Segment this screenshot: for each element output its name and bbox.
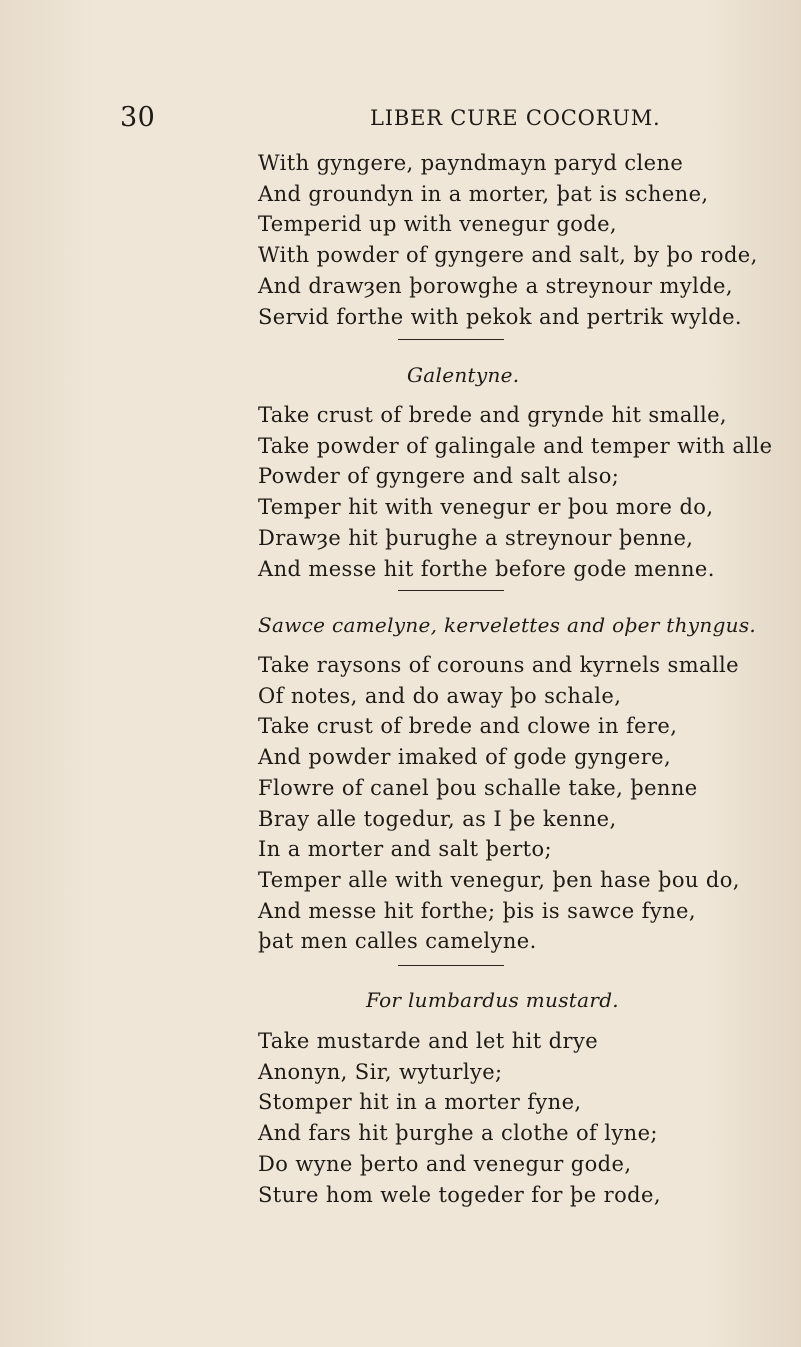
verse-line: Flowre of canel þou schalle take, þenne <box>258 775 698 800</box>
verse-line: And messe hit forthe before gode menne. <box>258 556 715 581</box>
verse-line: And messe hit forthe; þis is sawce fyne, <box>258 898 696 923</box>
galentyne-verse <box>258 400 778 584</box>
verse-line: And fars hit þurghe a clothe of lyne; <box>258 1121 658 1146</box>
page-number: 30 <box>120 102 156 133</box>
verse-line: Bray alle togedur, as I þe kenne, <box>258 806 617 831</box>
verse-line: Drawȝe hit þurughe a streynour þenne, <box>258 525 694 550</box>
section-divider <box>398 965 504 966</box>
section-title-galentyne: Galentyne. <box>407 363 520 387</box>
verse-line: And groundyn in a morter, þat is schene, <box>258 181 709 206</box>
verse-line: Do wyne þerto and venegur gode, <box>258 1151 632 1176</box>
verse-line: Powder of gyngere and salt also; <box>258 464 620 489</box>
verse-line: Take crust of brede and clowe in fere, <box>258 714 678 739</box>
verse-line: And drawȝen þorowghe a streynour mylde, <box>258 273 733 298</box>
verse-line: Sture hom wele togeder for þe rode, <box>258 1182 661 1207</box>
verse-line: Temper hit with venegur er þou more do, <box>258 495 714 520</box>
sawce-camelyne-verse <box>258 650 778 957</box>
page-header <box>0 100 801 136</box>
verse-line: With powder of gyngere and salt, by þo rode, <box>258 243 758 268</box>
verse-line: Temperid up with venegur gode, <box>258 212 617 237</box>
section-title-lumbardus-mustard: For lumbardus mustard. <box>366 988 619 1012</box>
verse-line: Take raysons of corouns and kyrnels smalle <box>258 653 740 677</box>
verse-line: And powder imaked of gode gyngere, <box>258 745 672 770</box>
verse-line: With gyngere, payndmayn paryd clene <box>258 151 684 175</box>
verse-line: Take crust of brede and grynde hit smalle, <box>258 403 727 427</box>
verse-line: Temper alle with venegur, þen hase þou do, <box>258 867 740 892</box>
verse-line: Stomper hit in a morter fyne, <box>258 1090 582 1115</box>
verse-line: In a morter and salt þerto; <box>258 837 553 862</box>
verse-line: Take powder of galingale and temper with alle <box>258 433 773 458</box>
mustard-verse <box>258 1026 778 1210</box>
verse-line: þat men calles camelyne. <box>258 929 537 954</box>
section-title-sawce-camelyne: Sawce camelyne, kervelettes and oþer thyngus. <box>258 613 757 637</box>
section-divider <box>398 339 504 340</box>
running-title: LIBER CURE COCORUM. <box>370 106 661 130</box>
verse-line: Servid forthe with pekok and pertrik wylde. <box>258 304 743 329</box>
verse-line: Of notes, and do away þo schale, <box>258 683 622 708</box>
section-divider <box>398 590 504 591</box>
verse-line: Take mustarde and let hit drye <box>258 1029 599 1053</box>
verse-line: Anonyn, Sir, wyturlye; <box>258 1059 503 1084</box>
intro-verse <box>258 148 778 332</box>
